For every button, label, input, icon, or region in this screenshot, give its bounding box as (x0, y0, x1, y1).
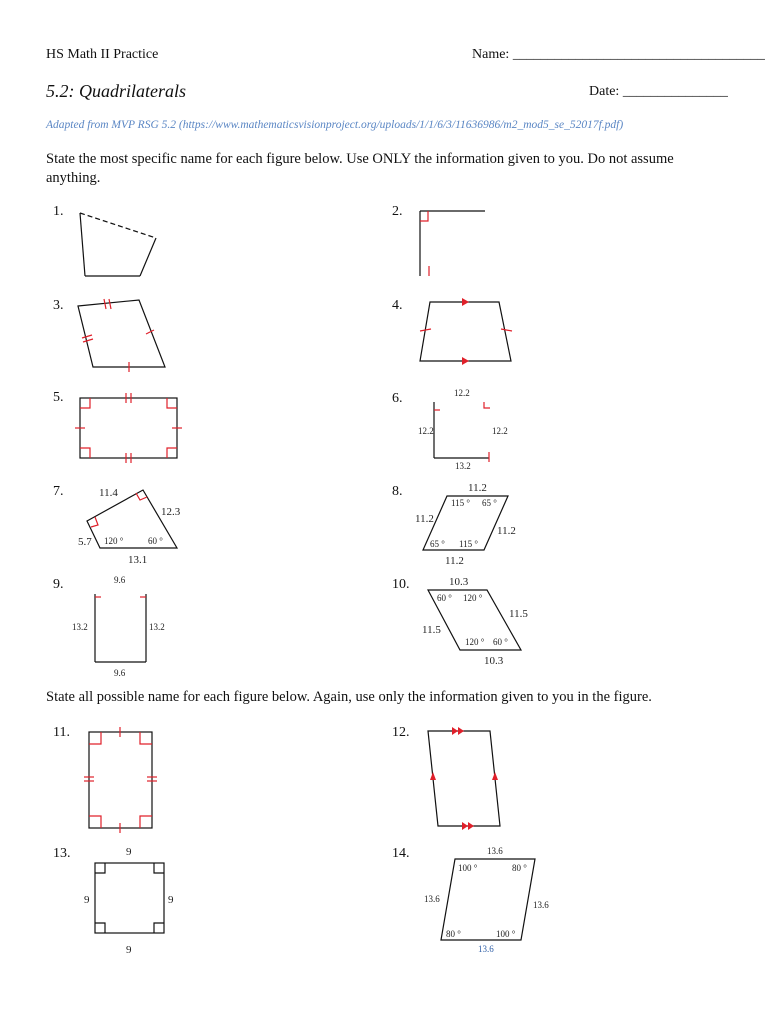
problem-number-3: 3. (53, 298, 64, 313)
f10-angle-br: 60 ° (493, 637, 508, 647)
f9-top-label: 9.6 (114, 575, 126, 585)
f14-angle-bl: 80 ° (446, 929, 461, 939)
f10-left-label: 11.5 (422, 624, 441, 636)
f13-right-label: 9 (168, 894, 174, 906)
f10-top-label: 10.3 (449, 576, 469, 588)
problem-number-13: 13. (53, 846, 71, 861)
f8-top-label: 11.2 (468, 482, 487, 494)
f8-angle-tr: 65 ° (482, 498, 497, 508)
f13-top-label: 9 (126, 846, 132, 858)
f10-angle-tl: 60 ° (437, 593, 452, 603)
f14-bottom-label: 13.6 (478, 944, 494, 954)
f9-right-label: 13.2 (149, 622, 165, 632)
f9-bottom-label: 9.6 (114, 668, 126, 678)
f10-right-label: 11.5 (509, 608, 528, 620)
f8-left-label: 11.2 (415, 513, 434, 525)
f8-angle-tl: 115 ° (451, 498, 471, 508)
name-field-label: Name: ____________________________________ (472, 47, 765, 62)
f8-bottom-label: 11.2 (445, 555, 464, 567)
figure-2-segments (420, 211, 485, 276)
problem-number-5: 5. (53, 390, 64, 405)
problem-number-4: 4. (392, 298, 403, 313)
f7-angle-a: 120 ° (104, 536, 124, 546)
problem-number-10: 10. (392, 577, 410, 592)
problem-number-7: 7. (53, 484, 64, 499)
f14-angle-br: 100 ° (496, 929, 516, 939)
f10-angle-tr: 120 ° (463, 593, 483, 603)
figure-6-open-figure (434, 402, 490, 462)
f6-right-label: 12.2 (492, 426, 508, 436)
course-label: HS Math II Practice (46, 47, 159, 62)
f14-right-label: 13.6 (533, 900, 549, 910)
f14-left-label: 13.6 (424, 894, 440, 904)
figure-1-quadrilateral (80, 213, 156, 276)
instructions-part1: State the most specific name for each figure below. Use ONLY the information given to you. Do not assume anything. (46, 151, 674, 186)
problem-number-1: 1. (53, 204, 64, 219)
f7-left-label: 5.7 (78, 536, 92, 548)
f13-bottom-label: 9 (126, 944, 132, 956)
problem-number-2: 2. (392, 204, 403, 219)
figure-13-square (95, 863, 164, 933)
problem-number-11: 11. (53, 725, 70, 740)
f7-top-left-label: 11.4 (99, 487, 118, 499)
f13-left-label: 9 (84, 894, 90, 906)
date-field-label: Date: _______________ (589, 84, 728, 99)
f10-bottom-label: 10.3 (484, 655, 504, 667)
problem-number-6: 6. (392, 391, 403, 406)
f7-angle-b: 60 ° (148, 536, 163, 546)
figure-12-parallelogram (428, 727, 500, 830)
f6-top-label: 12.2 (454, 388, 470, 398)
figure-9-open-figure (95, 594, 146, 662)
f14-angle-tl: 100 ° (458, 863, 478, 873)
problem-number-8: 8. (392, 484, 403, 499)
f6-bottom-label: 13.2 (455, 461, 471, 471)
f9-left-label: 13.2 (72, 622, 88, 632)
f14-top-label: 13.6 (487, 846, 503, 856)
f8-right-label: 11.2 (497, 525, 516, 537)
f7-bottom-label: 13.1 (128, 554, 148, 566)
problem-number-9: 9. (53, 577, 64, 592)
problem-number-12: 12. (392, 725, 410, 740)
problem-number-14: 14. (392, 846, 410, 861)
f10-angle-bl: 120 ° (465, 637, 485, 647)
instructions-part2: State all possible name for each figure below. Again, use only the information given to you in the figure. (46, 689, 652, 705)
f8-angle-bl: 65 ° (430, 539, 445, 549)
figure-11-rectangle (84, 727, 157, 833)
f8-angle-br: 115 ° (459, 539, 479, 549)
page-title: 5.2: Quadrilaterals (46, 81, 187, 101)
f7-right-label: 12.3 (161, 506, 181, 518)
figure-3-quadrilateral (78, 299, 165, 372)
figure-4-trapezoid (420, 298, 512, 365)
source-link[interactable]: Adapted from MVP RSG 5.2 (https://www.mathematicsvisionproject.org/uploads/1/1/6/3/11636986/m2_mod5_se_52017f.pdf) (46, 119, 624, 131)
figure-5-rectangle (75, 393, 182, 463)
f6-left-label: 12.2 (418, 426, 434, 436)
f14-angle-tr: 80 ° (512, 863, 527, 873)
